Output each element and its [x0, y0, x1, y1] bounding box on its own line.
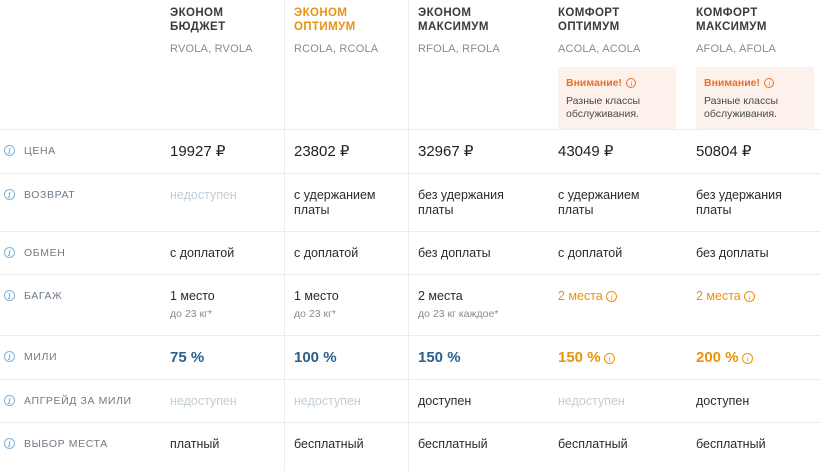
cell-value: без доплаты [696, 246, 769, 260]
cell-value: недоступен [170, 394, 237, 408]
fare-title-line2-4: МАКСИМУМ [696, 21, 767, 33]
cell-value: бесплатный [294, 437, 364, 451]
table-cell [408, 336, 548, 379]
table-row [0, 274, 820, 335]
table-row [0, 173, 820, 231]
table-cell [548, 336, 686, 379]
table-row [0, 129, 820, 173]
cell-value: 150 % [558, 349, 601, 366]
cell-value: 1 место [294, 289, 339, 303]
fare-title-line2-0: БЮДЖЕТ [170, 21, 226, 33]
warning-text-3: Разные классы обслуживания. [566, 95, 641, 120]
table-cell [284, 423, 408, 465]
row-label-text: ВОЗВРАТ [24, 189, 76, 201]
info-icon[interactable]: i [604, 353, 615, 364]
cell-value: без доплаты [418, 246, 491, 260]
fare-title-line2-2: МАКСИМУМ [418, 21, 489, 33]
cell-value: 32967 ₽ [418, 143, 474, 160]
cell-value: недоступен [170, 188, 237, 202]
warning-box-4 [696, 67, 814, 129]
table-cell [686, 174, 820, 231]
row-label [0, 380, 160, 422]
table-cell [160, 336, 284, 379]
fare-column-header-0 [160, 0, 284, 129]
cell-value: недоступен [558, 394, 625, 408]
table-cell [686, 336, 820, 379]
row-label [0, 232, 160, 274]
table-cell [160, 275, 284, 335]
table-cell [160, 232, 284, 274]
cell-value: 100 % [294, 349, 337, 366]
table-cell [160, 174, 284, 231]
cell-value: недоступен [294, 394, 361, 408]
row-label-text: ВЫБОР МЕСТА [24, 438, 108, 450]
table-cell [160, 130, 284, 173]
table-cell [408, 130, 548, 173]
cell-value: бесплатный [418, 437, 488, 451]
cell-value: доступен [418, 394, 472, 408]
fare-title-line1-2: ЭКОНОМ [418, 7, 472, 19]
cell-subtext: до 23 кг каждое* [418, 308, 499, 320]
warning-title-4: Внимание! [704, 76, 760, 89]
cell-value: 150 % [418, 349, 461, 366]
table-cell [408, 423, 548, 465]
row-label-text: МИЛИ [24, 351, 58, 363]
cell-value: 50804 ₽ [696, 143, 752, 160]
fare-column-header-4 [686, 0, 820, 129]
fare-title-line1-0: ЭКОНОМ [170, 7, 224, 19]
cell-value: платный [170, 437, 220, 451]
table-row [0, 335, 820, 379]
cell-value: доступен [696, 394, 750, 408]
cell-value: с доплатой [558, 246, 623, 260]
table-cell [408, 174, 548, 231]
table-cell [548, 232, 686, 274]
cell-value: с удержанием платы [294, 188, 376, 217]
table-cell [686, 275, 820, 335]
info-icon[interactable]: I [4, 145, 15, 156]
fare-codes-2: RFOLA, RFOLA [418, 43, 500, 55]
cell-value: бесплатный [558, 437, 628, 451]
table-cell [408, 380, 548, 422]
row-label [0, 423, 160, 465]
table-cell [548, 174, 686, 231]
fare-column-header-3 [548, 0, 686, 129]
cell-value: с доплатой [170, 246, 235, 260]
cell-subtext: до 23 кг* [170, 308, 212, 320]
table-cell [686, 380, 820, 422]
cell-value: 2 места [696, 289, 741, 303]
info-icon[interactable]: I [4, 189, 15, 200]
table-row [0, 422, 820, 465]
table-cell [284, 232, 408, 274]
info-icon[interactable]: i [606, 291, 617, 302]
cell-value: без удержания платы [696, 188, 782, 217]
fare-codes-1: RCOLA, RCOLA [294, 43, 379, 55]
cell-value: 23802 ₽ [294, 143, 350, 160]
row-label [0, 336, 160, 379]
table-cell [160, 423, 284, 465]
table-cell [284, 130, 408, 173]
row-label-text: ЦЕНА [24, 145, 56, 157]
table-cell [686, 423, 820, 465]
row-label [0, 130, 160, 173]
fare-title-line1-3: КОМФОРТ [558, 7, 620, 19]
info-icon[interactable]: I [4, 438, 15, 449]
fare-title-4 [696, 6, 810, 34]
info-icon[interactable]: i [626, 78, 636, 88]
cell-value: без удержания платы [418, 188, 504, 217]
table-header-row [0, 0, 820, 129]
fare-codes-3: ACOLA, ACOLA [558, 43, 641, 55]
table-row [0, 379, 820, 422]
info-icon[interactable]: i [744, 291, 755, 302]
info-icon[interactable]: I [4, 395, 15, 406]
fare-title-line2-3: ОПТИМУМ [558, 21, 620, 33]
fare-title-2 [418, 6, 538, 34]
row-label [0, 275, 160, 335]
table-cell [284, 174, 408, 231]
info-icon[interactable]: i [742, 353, 753, 364]
cell-value: 75 % [170, 349, 205, 366]
warning-box-3 [558, 67, 676, 129]
info-icon[interactable]: I [4, 290, 15, 301]
fare-title-line2-1: ОПТИМУМ [294, 21, 356, 33]
cell-value: 43049 ₽ [558, 143, 614, 160]
table-row [0, 231, 820, 274]
cell-value: с доплатой [294, 246, 359, 260]
cell-value: 1 место [170, 289, 215, 303]
header-corner-spacer [0, 0, 160, 129]
cell-value: 19927 ₽ [170, 143, 226, 160]
info-icon[interactable]: I [4, 351, 15, 362]
cell-value: 200 % [696, 349, 739, 366]
info-icon[interactable]: i [764, 78, 774, 88]
fare-column-header-2 [408, 0, 548, 129]
cell-value: 2 места [418, 289, 463, 303]
table-cell [686, 232, 820, 274]
table-cell [408, 275, 548, 335]
info-icon[interactable]: I [4, 247, 15, 258]
warning-title-3: Внимание! [566, 76, 622, 89]
table-cell [548, 275, 686, 335]
cell-subtext: до 23 кг* [294, 308, 336, 320]
row-label-text: ОБМЕН [24, 247, 66, 259]
table-cell [408, 232, 548, 274]
warning-text-4: Разные классы обслуживания. [704, 95, 779, 120]
fare-codes-0: RVOLA, RVOLA [170, 43, 253, 55]
row-label [0, 174, 160, 231]
row-label-text: АПГРЕЙД ЗА МИЛИ [24, 395, 132, 407]
cell-value: 2 места [558, 289, 603, 303]
table-cell [686, 130, 820, 173]
table-cell [548, 380, 686, 422]
fare-title-3 [558, 6, 676, 34]
table-cell [284, 380, 408, 422]
fare-title-1 [294, 6, 398, 34]
fare-codes-4: AFOLA, AFOLA [696, 43, 777, 55]
fare-column-header-1 [284, 0, 408, 129]
row-label-text: БАГАЖ [24, 290, 63, 302]
cell-value: бесплатный [696, 437, 766, 451]
table-cell [548, 423, 686, 465]
table-cell [284, 275, 408, 335]
fare-title-line1-4: КОМФОРТ [696, 7, 758, 19]
table-cell [548, 130, 686, 173]
cell-value: с удержанием платы [558, 188, 640, 217]
table-cell [284, 336, 408, 379]
table-cell [160, 380, 284, 422]
table-body [0, 129, 820, 465]
fare-title-0 [170, 6, 274, 34]
fare-title-line1-1: ЭКОНОМ [294, 7, 348, 19]
